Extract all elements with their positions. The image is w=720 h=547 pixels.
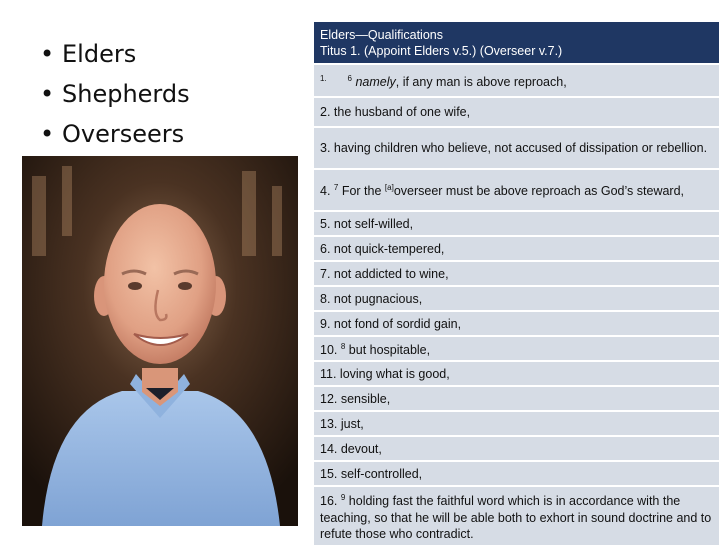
row-body: overseer must be above reproach as God’s steward, — [393, 184, 685, 199]
row-body: , if any man is above reproach, — [395, 75, 567, 90]
bullet-item — [40, 114, 310, 154]
row-body: but hospitable, — [345, 343, 431, 358]
row-number: 16. — [320, 494, 341, 509]
bullet-item — [40, 74, 310, 114]
table-row — [314, 262, 719, 285]
table-row — [314, 65, 719, 96]
table-row — [314, 387, 719, 410]
table-row — [314, 287, 719, 310]
table-header — [314, 22, 719, 63]
bullet-text: Elders — [62, 40, 137, 68]
row-text: 3. having children who believe, not accused of dissipation or rebellion. — [320, 141, 708, 155]
row-number: 1. — [320, 73, 327, 83]
row-lead: For the — [338, 184, 385, 199]
bullet-text: Overseers — [62, 120, 185, 148]
table-row — [314, 462, 719, 485]
row-number: 10. — [320, 343, 341, 358]
bullet-text: Shepherds — [62, 80, 190, 108]
bullet-item — [40, 34, 310, 74]
table-header-title: Elders—Qualifications — [320, 27, 443, 42]
verse-number: 7 — [333, 183, 339, 193]
row-text — [320, 180, 684, 199]
table-row — [314, 128, 719, 168]
row-text: 11. loving what is good, — [320, 366, 450, 381]
bullet-dot: • — [40, 80, 55, 108]
row-text — [320, 490, 713, 541]
row-text: 13. just, — [320, 416, 364, 431]
row-text: 14. devout, — [320, 441, 382, 456]
row-number: 4. — [320, 184, 334, 199]
bullet-dot: • — [40, 120, 55, 148]
table-row — [314, 437, 719, 460]
row-text: 8. not pugnacious, — [320, 291, 423, 306]
table-row — [314, 487, 719, 545]
row-text: 9. not fond of sordid gain, — [320, 316, 462, 331]
row-text: 5. not self-willed, — [320, 216, 414, 231]
row-text: 12. sensible, — [320, 391, 391, 406]
row-body: holding fast the faithful word which is in accordance with the teaching, so that he will be able both to exhort in sound doctrine and to refute those who contradict. — [320, 494, 712, 541]
footnote-marker: [a] — [384, 183, 394, 193]
table-row — [314, 98, 719, 126]
topic-bullet-list — [40, 34, 310, 154]
verse-number: 8 — [340, 341, 346, 351]
qualifications-table — [314, 22, 719, 547]
row-text: 2. the husband of one wife, — [320, 105, 471, 119]
bullet-dot: • — [40, 40, 55, 68]
table-row — [314, 362, 719, 385]
portrait-illustration — [22, 156, 298, 526]
row-text: 15. self-controlled, — [320, 466, 423, 481]
table-row — [314, 337, 719, 360]
table-row — [314, 412, 719, 435]
row-text — [320, 339, 430, 358]
table-row — [314, 312, 719, 335]
table-header-reference: Titus 1. (Appoint Elders v.5.) (Overseer v.7.) — [320, 43, 563, 58]
row-text: 7. not addicted to wine, — [320, 266, 449, 281]
row-text — [320, 71, 567, 90]
verse-number: 9 — [340, 493, 346, 503]
verse-number: 6 — [347, 73, 352, 83]
row-text: 6. not quick-tempered, — [320, 241, 445, 256]
table-row — [314, 212, 719, 235]
portrait-photo — [22, 156, 298, 526]
row-lead: namely — [355, 75, 396, 90]
table-row — [314, 170, 719, 210]
table-row — [314, 237, 719, 260]
